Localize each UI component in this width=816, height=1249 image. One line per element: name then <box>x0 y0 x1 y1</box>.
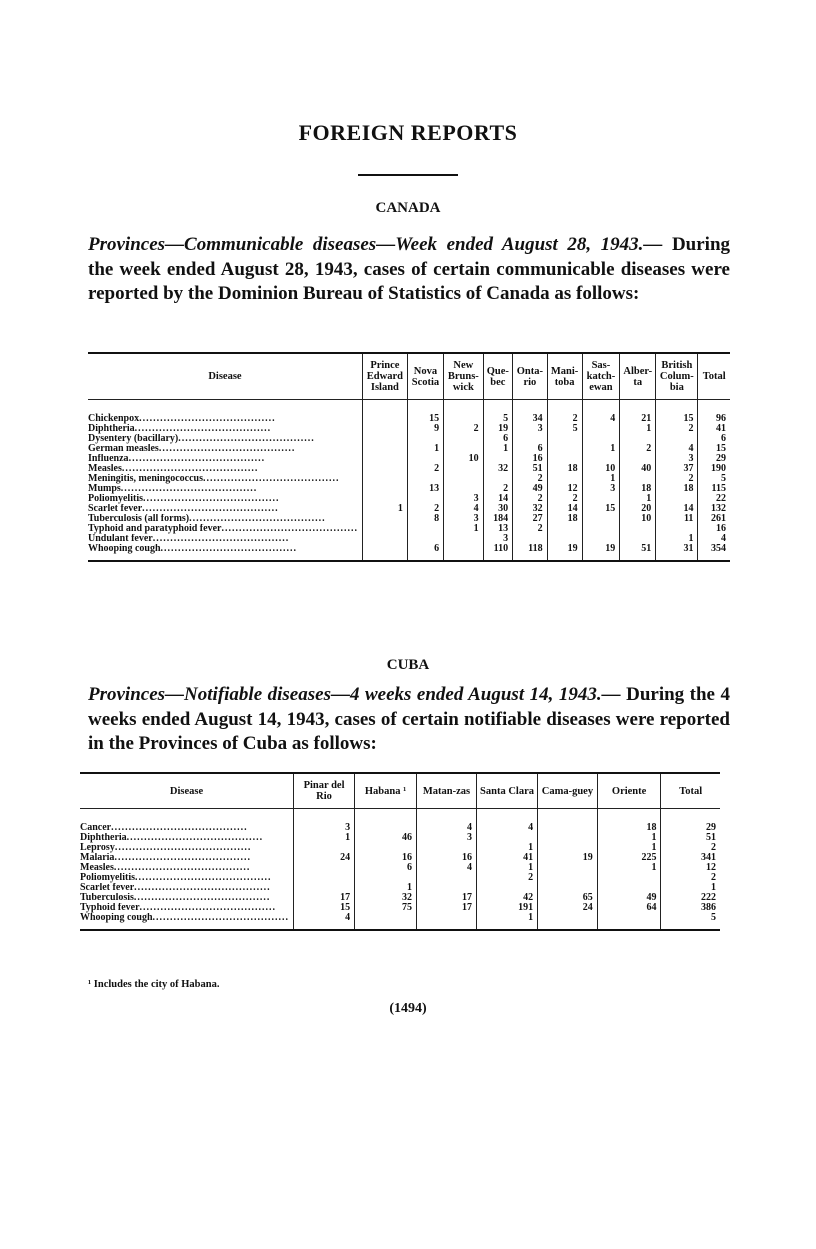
cell-value: 32 <box>483 464 513 474</box>
cell-value: 5 <box>483 400 513 425</box>
disease-name: Cancer....................................... <box>80 809 294 834</box>
cell-value: 2 <box>547 494 582 504</box>
cell-value: 51 <box>706 832 716 843</box>
table-row <box>88 544 730 561</box>
cell-value: 18 <box>620 484 656 494</box>
table-row <box>88 534 730 544</box>
cell-value <box>582 424 620 434</box>
leader-dots: ....................................... <box>111 822 248 833</box>
table-row <box>88 454 730 464</box>
table-row <box>80 893 720 903</box>
cell-value: 14 <box>656 504 698 514</box>
cell-value: 132 <box>711 503 726 514</box>
cell-value: 16 <box>355 853 417 863</box>
cell-value: 3 <box>294 809 355 834</box>
cell-value: 2 <box>620 444 656 454</box>
cell-value: 2 <box>407 504 443 514</box>
cell-value <box>362 454 407 464</box>
cuba-col-header: Disease <box>80 773 294 809</box>
disease-name: Poliomyelitis....................................... <box>88 494 362 504</box>
leader-dots: ....................................... <box>203 474 340 484</box>
cell-value: 29 <box>706 822 716 833</box>
cell-value: 42 <box>476 893 537 903</box>
table-row <box>88 444 730 454</box>
cell-value: 2 <box>444 424 483 434</box>
table-row <box>80 809 720 834</box>
disease-name: Malaria....................................... <box>80 853 294 863</box>
cell-value <box>483 474 513 484</box>
cell-value: 5 <box>711 912 716 923</box>
cell-value <box>597 913 661 930</box>
cell-value: 16 <box>513 454 548 464</box>
cell-value <box>362 464 407 474</box>
leader-dots: ....................................... <box>158 444 296 454</box>
cell-value: 6 <box>483 434 513 444</box>
canada-col-header: Mani-toba <box>547 353 582 400</box>
cell-value: 1 <box>597 843 661 853</box>
cell-value <box>444 464 483 474</box>
cell-value <box>444 534 483 544</box>
cell-value: 10 <box>620 514 656 524</box>
cell-value <box>538 863 598 873</box>
cell-value: 32 <box>355 893 417 903</box>
canada-col-header: Que-bec <box>483 353 513 400</box>
cell-value <box>547 434 582 444</box>
cell-value: 3 <box>483 534 513 544</box>
leader-dots: ....................................... <box>178 434 315 444</box>
cell-value: 18 <box>597 809 661 834</box>
leader-dots: ....................................... <box>189 514 326 524</box>
cuba-intro-italic: Provinces—Notifiable diseases—4 weeks ended August 14, 1943.— <box>88 684 621 705</box>
cell-value <box>362 534 407 544</box>
cuba-heading: CUBA <box>386 657 430 673</box>
cell-value <box>538 809 598 834</box>
canada-intro <box>88 233 730 307</box>
canada-col-header: Sas-katch-ewan <box>582 353 620 400</box>
cell-value: 9 <box>407 424 443 434</box>
cell-value: 2 <box>656 424 698 434</box>
cell-value: 16 <box>417 853 477 863</box>
cell-value: 3 <box>513 424 548 434</box>
leader-dots: ....................................... <box>126 833 264 843</box>
table-row <box>80 883 720 893</box>
cell-value <box>294 873 355 883</box>
cell-value: 10 <box>444 454 483 464</box>
cuba-footnote: ¹ Includes the city of Habana. <box>88 979 220 990</box>
cell-value: 6 <box>355 863 417 873</box>
cell-value: 184 <box>483 514 513 524</box>
cell-value: 4 <box>294 913 355 930</box>
table-row <box>88 400 730 425</box>
cell-value <box>538 873 598 883</box>
cell-value: 4 <box>582 400 620 425</box>
table-row <box>88 424 730 434</box>
cell-value: 118 <box>513 544 548 561</box>
cell-value <box>620 524 656 534</box>
cell-value <box>407 524 443 534</box>
cell-value <box>582 524 620 534</box>
cell-value: 19 <box>547 544 582 561</box>
leader-dots: ....................................... <box>139 413 276 424</box>
cell-value: 4 <box>721 533 726 544</box>
disease-name: Scarlet fever....................................... <box>88 504 362 514</box>
cuba-table <box>80 772 720 931</box>
disease-name: Typhoid and paratyphoid fever....................................... <box>88 524 362 534</box>
cell-value: 12 <box>706 862 716 873</box>
cell-value: 19 <box>483 424 513 434</box>
cell-value: 51 <box>620 544 656 561</box>
cuba-col-header: Pinar del Rio <box>294 773 355 809</box>
cell-value: 15 <box>582 504 620 514</box>
leader-dots: ....................................... <box>134 883 271 893</box>
disease-name: Measles....................................... <box>88 464 362 474</box>
cell-value: 31 <box>656 544 698 561</box>
disease-name: Meningitis, meningococcus....................................... <box>88 474 362 484</box>
leader-dots: ....................................... <box>114 853 251 863</box>
table-row <box>88 464 730 474</box>
cell-value: 40 <box>620 464 656 474</box>
table-row <box>88 514 730 524</box>
cell-value: 17 <box>294 893 355 903</box>
table-row <box>88 484 730 494</box>
table-row <box>80 903 720 913</box>
cell-value: 24 <box>294 853 355 863</box>
cell-value: 12 <box>547 484 582 494</box>
leader-dots: ....................................... <box>133 893 271 903</box>
cell-value: 11 <box>656 514 698 524</box>
cell-value <box>444 400 483 425</box>
cell-value: 1 <box>597 833 661 843</box>
cell-value: 3 <box>444 494 483 504</box>
disease-name: Scarlet fever....................................... <box>80 883 294 893</box>
leader-dots: ....................................... <box>152 913 290 923</box>
table-row <box>80 863 720 873</box>
cell-value: 96 <box>716 413 726 424</box>
cell-value <box>355 809 417 834</box>
cell-value: 18 <box>547 514 582 524</box>
disease-name: Undulant fever....................................... <box>88 534 362 544</box>
cell-value: 4 <box>417 863 477 873</box>
cell-value <box>444 434 483 444</box>
cell-value <box>362 444 407 454</box>
leader-dots: ....................................... <box>139 903 277 913</box>
cell-value <box>597 873 661 883</box>
cell-value: 10 <box>582 464 620 474</box>
cell-value: 34 <box>513 400 548 425</box>
table-row <box>88 434 730 444</box>
disease-name: Whooping cough....................................... <box>80 913 294 930</box>
cell-value: 2 <box>407 464 443 474</box>
cell-value: 1 <box>656 534 698 544</box>
cell-value: 41 <box>716 423 726 434</box>
cell-value: 13 <box>407 484 443 494</box>
cell-value <box>355 913 417 930</box>
cell-value: 6 <box>513 444 548 454</box>
cell-value: 17 <box>417 893 477 903</box>
cell-value <box>582 514 620 524</box>
cell-value: 64 <box>597 903 661 913</box>
cell-value: 5 <box>547 424 582 434</box>
cell-value: 225 <box>597 853 661 863</box>
cell-value: 2 <box>513 524 548 534</box>
leader-dots: ....................................... <box>143 494 280 504</box>
cell-value: 15 <box>716 443 726 454</box>
cell-value: 14 <box>483 494 513 504</box>
table-row <box>80 853 720 863</box>
disease-name: Diphtheria....................................... <box>88 424 362 434</box>
cell-value: 2 <box>513 474 548 484</box>
cell-value: 222 <box>701 892 716 903</box>
cell-value: 2 <box>476 873 537 883</box>
cuba-col-header: Cama-guey <box>538 773 598 809</box>
cell-value: 15 <box>294 903 355 913</box>
cuba-intro <box>88 683 730 757</box>
cell-value: 1 <box>483 444 513 454</box>
cell-value: 354 <box>711 543 726 554</box>
cell-value: 190 <box>711 463 726 474</box>
title-divider <box>358 174 458 176</box>
cell-value: 37 <box>656 464 698 474</box>
cell-value <box>362 400 407 425</box>
table-row <box>80 833 720 843</box>
cell-value: 18 <box>547 464 582 474</box>
cell-value: 191 <box>476 903 537 913</box>
cell-value: 4 <box>656 444 698 454</box>
leader-dots: ....................................... <box>142 504 279 514</box>
canada-col-header: Onta-rio <box>513 353 548 400</box>
cell-value: 19 <box>582 544 620 561</box>
leader-dots: ....................................... <box>221 524 358 534</box>
cell-value: 46 <box>355 833 417 843</box>
cell-value: 1 <box>476 863 537 873</box>
cell-value: 1 <box>620 424 656 434</box>
cell-value: 3 <box>656 454 698 464</box>
cell-value: 1 <box>476 843 537 853</box>
disease-name: Poliomyelitis....................................... <box>80 873 294 883</box>
table-row <box>88 524 730 534</box>
cell-value <box>444 544 483 561</box>
cell-value <box>362 524 407 534</box>
cuba-col-header: Habana ¹ <box>355 773 417 809</box>
cell-value <box>444 474 483 484</box>
table-row <box>88 504 730 514</box>
cuba-col-header: Matan-zas <box>417 773 477 809</box>
cell-value: 8 <box>407 514 443 524</box>
canada-col-header: Alber-ta <box>620 353 656 400</box>
cell-value: 49 <box>597 893 661 903</box>
cell-value: 51 <box>513 464 548 474</box>
cell-value: 4 <box>476 809 537 834</box>
leader-dots: ....................................... <box>134 424 272 434</box>
cell-value: 2 <box>513 494 548 504</box>
cell-value: 17 <box>417 903 477 913</box>
canada-intro-italic: Provinces—Communicable diseases—Week ended August 28, 1943.— <box>88 234 663 255</box>
cell-value: 1 <box>294 833 355 843</box>
canada-col-header: Prince Edward Island <box>362 353 407 400</box>
cell-value: 16 <box>716 523 726 534</box>
cell-value: 32 <box>513 504 548 514</box>
cell-value: 4 <box>444 504 483 514</box>
page-title: FOREIGN REPORTS <box>298 120 518 145</box>
cell-value <box>362 434 407 444</box>
cell-value: 21 <box>620 400 656 425</box>
canada-col-header: Nova Scotia <box>407 353 443 400</box>
leader-dots: ....................................... <box>114 843 252 853</box>
cuba-col-header: Santa Clara <box>476 773 537 809</box>
cell-value <box>547 444 582 454</box>
cuba-intro-text: During the 4 weeks ended August 14, 1943, cases of certain notifiable diseases were reported in the Provinces of Cuba as follows: <box>88 684 730 754</box>
cell-value <box>362 514 407 524</box>
table-row <box>80 843 720 853</box>
disease-name: Tuberculosis (all forms)....................................... <box>88 514 362 524</box>
cuba-col-header: Total <box>679 785 703 797</box>
canada-intro-text: During the week ended August 28, 1943, cases of certain communicable diseases were reported by the Dominion Bureau of Statistics of Canada as follows: <box>88 234 731 304</box>
cell-value <box>538 833 598 843</box>
cell-value: 15 <box>407 400 443 425</box>
cell-value <box>362 544 407 561</box>
leader-dots: ....................................... <box>113 863 251 873</box>
cell-value: 3 <box>417 833 477 843</box>
cell-value: 22 <box>716 493 726 504</box>
canada-col-header: New Bruns-wick <box>444 353 483 400</box>
cell-value: 13 <box>483 524 513 534</box>
leader-dots: ....................................... <box>135 873 272 883</box>
cell-value: 2 <box>656 474 698 484</box>
cell-value: 3 <box>444 514 483 524</box>
cell-value: 1 <box>355 883 417 893</box>
cell-value <box>362 424 407 434</box>
leader-dots: ....................................... <box>160 544 298 554</box>
cell-value <box>294 863 355 873</box>
table-row <box>88 474 730 484</box>
canada-col-header: British Colum-bia <box>656 353 698 400</box>
cell-value: 1 <box>711 882 716 893</box>
cell-value: 24 <box>538 903 598 913</box>
disease-name: Whooping cough....................................... <box>88 544 362 561</box>
cell-value <box>547 524 582 534</box>
disease-name: Dysentery (bacillary)....................................... <box>88 434 362 444</box>
canada-table <box>88 352 730 562</box>
leader-dots: ....................................... <box>120 484 258 494</box>
cell-value: 1 <box>476 913 537 930</box>
disease-name: Chickenpox....................................... <box>88 400 362 425</box>
cell-value <box>362 484 407 494</box>
cell-value: 20 <box>620 504 656 514</box>
cell-value: 29 <box>716 453 726 464</box>
cell-value: 3 <box>582 484 620 494</box>
cell-value: 4 <box>417 809 477 834</box>
cell-value: 65 <box>538 893 598 903</box>
cell-value: 2 <box>711 872 716 883</box>
cell-value: 2 <box>547 400 582 425</box>
cell-value: 386 <box>701 902 716 913</box>
leader-dots: ....................................... <box>152 534 290 544</box>
cuba-col-header: Oriente <box>597 773 661 809</box>
table-row <box>80 873 720 883</box>
cell-value: 115 <box>711 483 726 494</box>
cell-value: 19 <box>538 853 598 863</box>
cell-value: 1 <box>597 863 661 873</box>
canada-heading: CANADA <box>375 200 441 216</box>
disease-name: German measles....................................... <box>88 444 362 454</box>
cell-value <box>417 913 477 930</box>
canada-col-header: Total <box>702 371 726 382</box>
disease-name: Measles....................................... <box>80 863 294 873</box>
table-row <box>80 913 720 930</box>
cell-value: 5 <box>721 473 726 484</box>
disease-name: Mumps....................................... <box>88 484 362 494</box>
cell-value <box>417 873 477 883</box>
table-row <box>88 494 730 504</box>
cell-value: 14 <box>547 504 582 514</box>
cell-value: 6 <box>721 433 726 444</box>
cell-value: 341 <box>701 852 716 863</box>
cell-value: 41 <box>476 853 537 863</box>
cell-value <box>362 474 407 484</box>
leader-dots: ....................................... <box>128 454 266 464</box>
disease-name: Tuberculosis....................................... <box>80 893 294 903</box>
disease-name: Diphtheria....................................... <box>80 833 294 843</box>
disease-name: Typhoid fever....................................... <box>80 903 294 913</box>
cell-value: 1 <box>582 474 620 484</box>
canada-col-header: Disease <box>88 353 362 400</box>
cell-value: 27 <box>513 514 548 524</box>
cell-value: 49 <box>513 484 548 494</box>
cell-value: 30 <box>483 504 513 514</box>
page-number: (1494) <box>389 1001 427 1016</box>
cell-value: 1 <box>582 444 620 454</box>
cell-value: 261 <box>711 513 726 524</box>
cell-value: 1 <box>407 444 443 454</box>
cell-value: 6 <box>407 544 443 561</box>
cell-value: 1 <box>620 494 656 504</box>
cell-value <box>538 913 598 930</box>
disease-name: Leprosy....................................... <box>80 843 294 853</box>
cell-value: 2 <box>483 484 513 494</box>
cell-value: 15 <box>656 400 698 425</box>
cell-value: 2 <box>711 842 716 853</box>
cell-value: 1 <box>444 524 483 534</box>
disease-name: Influenza....................................... <box>88 454 362 464</box>
cell-value: 110 <box>483 544 513 561</box>
cell-value: 18 <box>656 484 698 494</box>
leader-dots: ....................................... <box>121 464 259 474</box>
cell-value: 1 <box>362 504 407 514</box>
cell-value: 75 <box>355 903 417 913</box>
